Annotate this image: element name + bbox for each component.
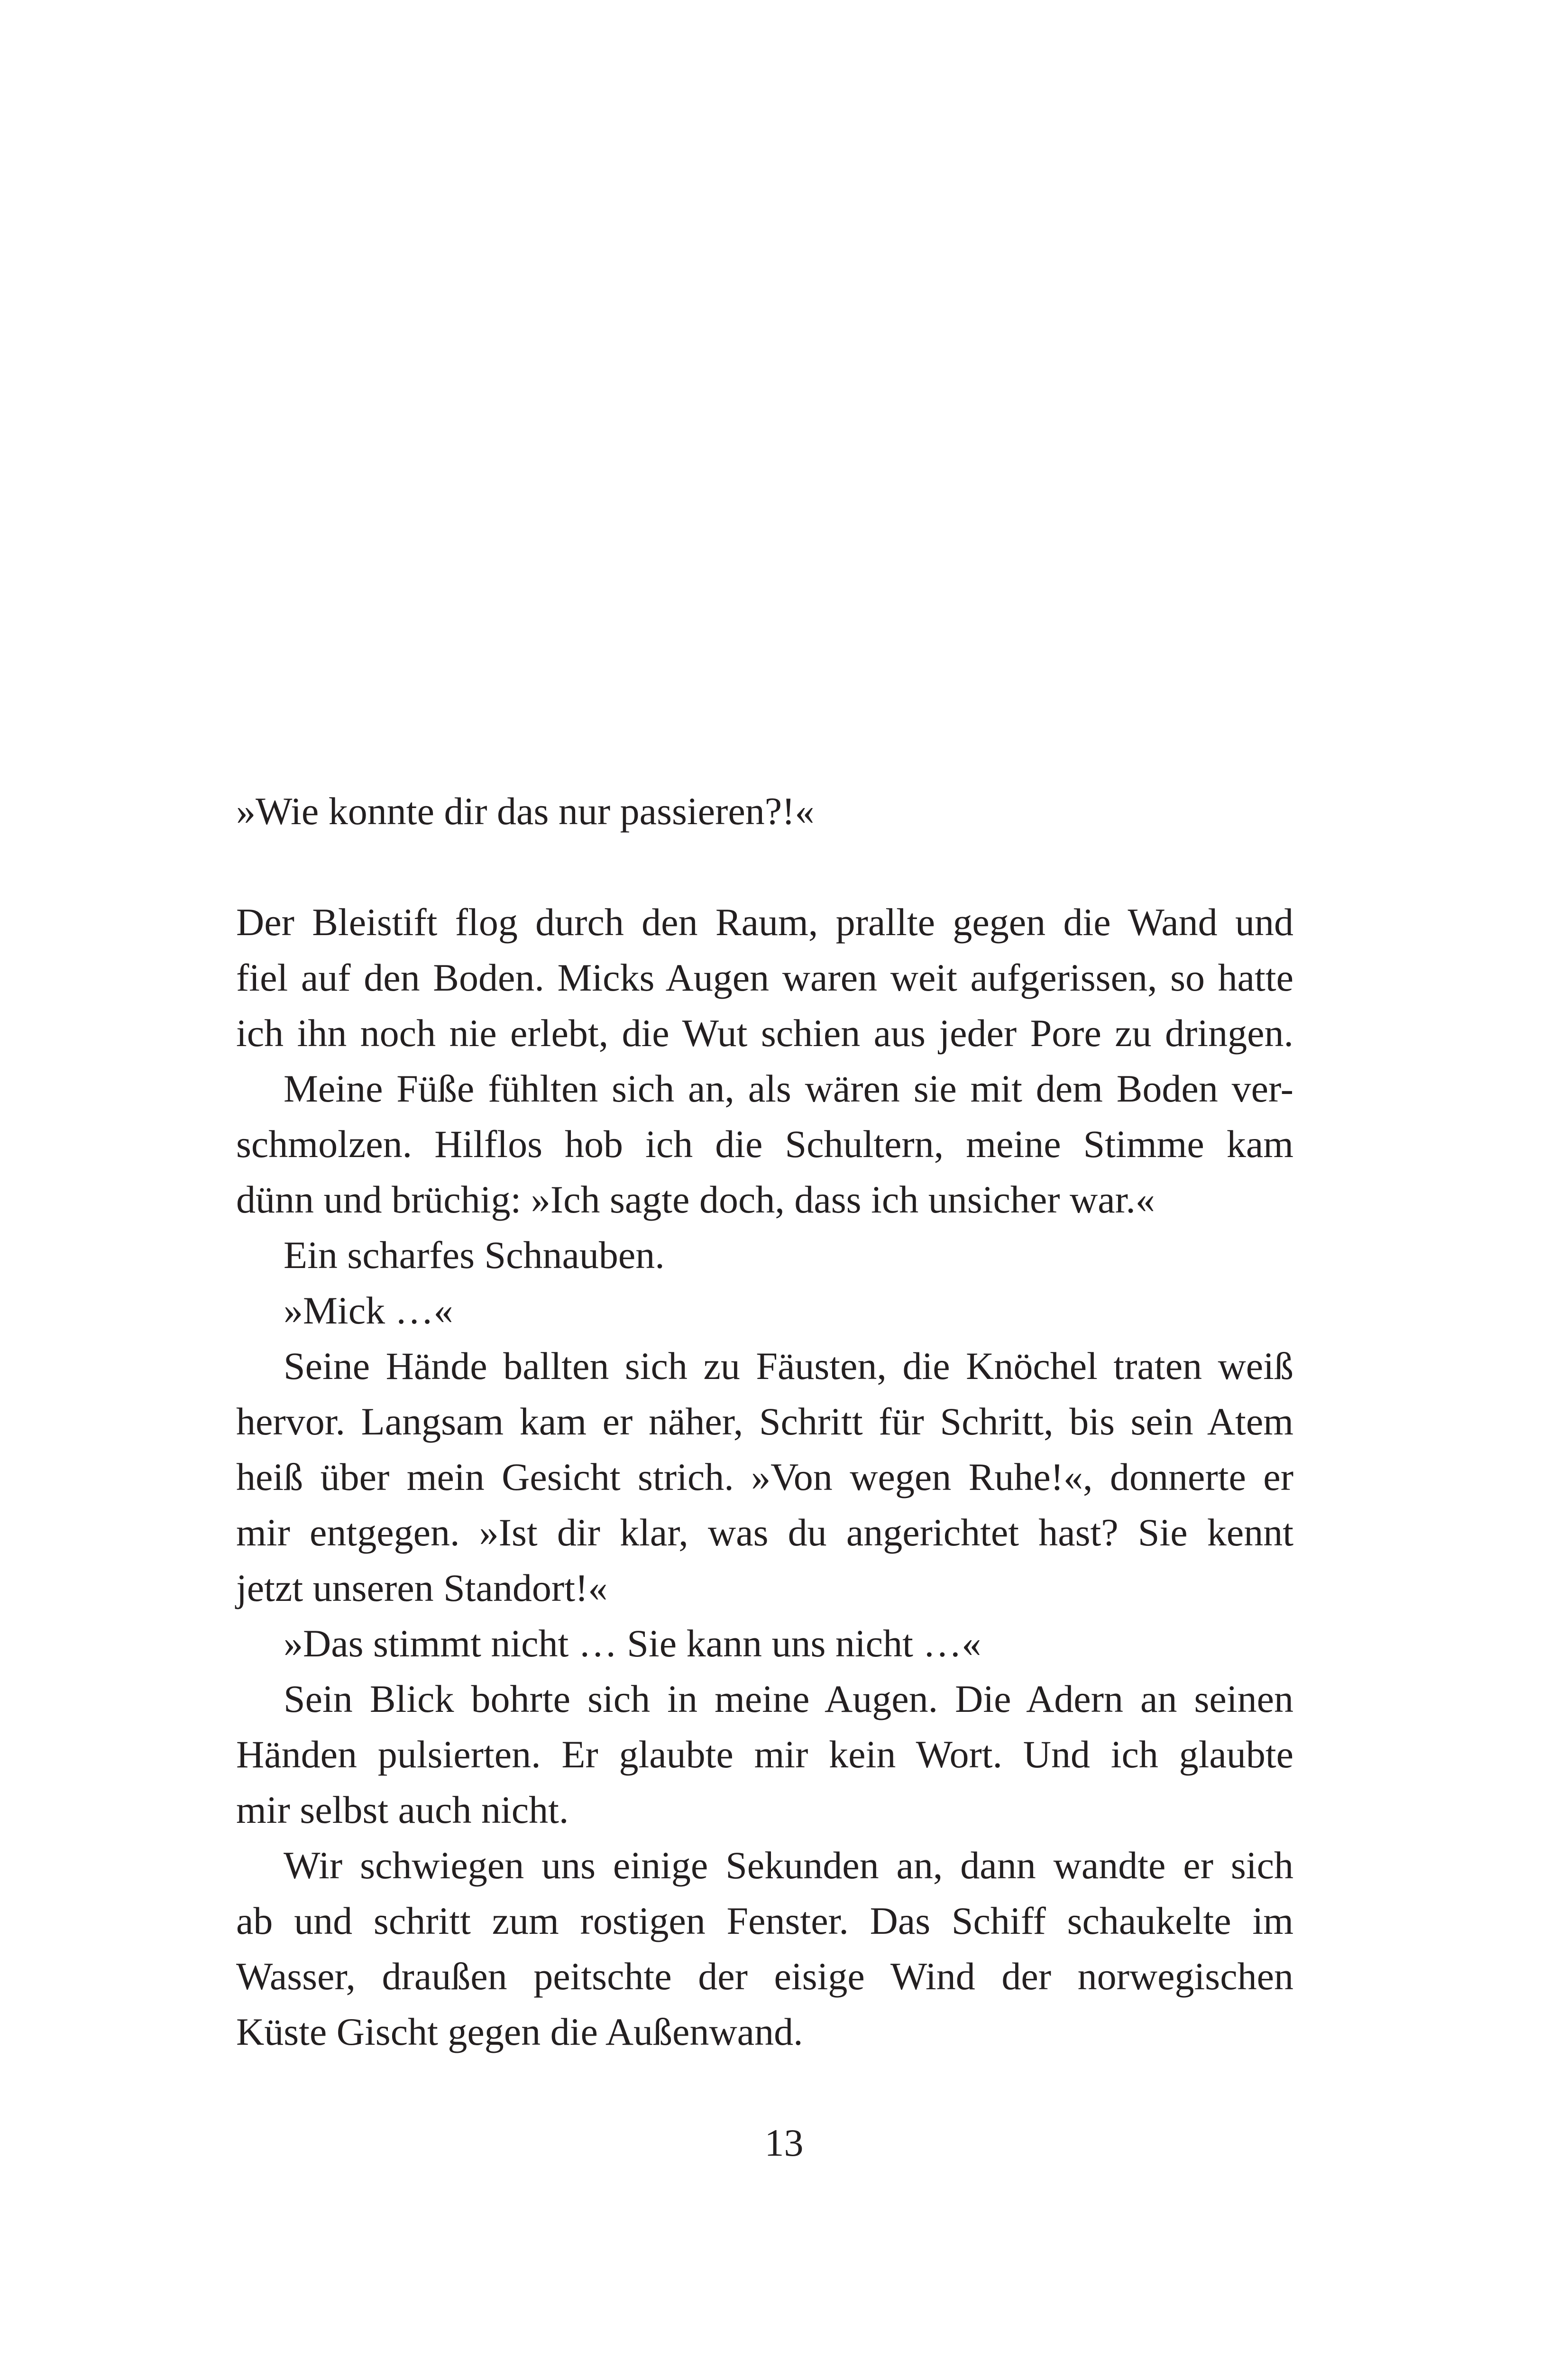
text-line: hervor. Langsam kam er näher, Schritt für Schritt, bis sein Atem bbox=[236, 1400, 1293, 1443]
text-line: »Mick …« bbox=[284, 1289, 453, 1332]
text-line: fiel auf den Boden. Micks Augen waren weit aufgerissen, so hatte bbox=[236, 956, 1293, 999]
blank-line bbox=[236, 839, 1293, 894]
text-line: Wasser, draußen peitschte der eisige Wind der norwegischen bbox=[236, 1955, 1293, 1998]
text-line: Händen pulsierten. Er glaubte mir kein Wort. Und ich glaubte bbox=[236, 1733, 1293, 1776]
paragraph-lines bbox=[236, 894, 1293, 2059]
text-line: heiß über mein Gesicht strich. »Von wegen Ruhe!«, donnerte er bbox=[236, 1455, 1293, 1498]
text-line: Ein scharfes Schnauben. bbox=[284, 1233, 665, 1277]
text-line: schmolzen. Hilflos hob ich die Schultern, meine Stimme kam bbox=[236, 1122, 1293, 1166]
text-line: mir selbst auch nicht. bbox=[236, 1788, 569, 1831]
text-line: dünn und brüchig: »Ich sagte doch, dass ich unsicher war.« bbox=[236, 1178, 1155, 1221]
text-line: Küste Gischt gegen die Außenwand. bbox=[236, 2010, 803, 2053]
text-line: Sein Blick bohrte sich in meine Augen. Die Adern an seinen bbox=[284, 1677, 1293, 1720]
text-line: Seine Hände ballten sich zu Fäusten, die Knöchel traten weiß bbox=[284, 1344, 1293, 1388]
page-number: 13 bbox=[764, 2121, 804, 2164]
text-line: mir entgegen. »Ist dir klar, was du angerichtet hast? Sie kennt bbox=[236, 1511, 1293, 1554]
text-line: ich ihn noch nie erlebt, die Wut schien aus jeder Pore zu dringen. bbox=[236, 1011, 1293, 1055]
text-line: Meine Füße fühlten sich an, als wären sie mit dem Boden ver- bbox=[284, 1067, 1293, 1110]
text-line: jetzt unseren Standort!« bbox=[236, 1566, 608, 1609]
opening-line: »Wie konnte dir das nur passieren?!« bbox=[236, 790, 815, 833]
body-text bbox=[236, 783, 1293, 2059]
text-line: Wir schwiegen uns einige Sekunden an, dann wandte er sich bbox=[284, 1844, 1293, 1887]
text-line: Der Bleistift flog durch den Raum, prallte gegen die Wand und bbox=[236, 901, 1293, 944]
text-line: »Das stimmt nicht … Sie kann uns nicht …« bbox=[284, 1622, 981, 1665]
text-line: ab und schritt zum rostigen Fenster. Das Schiff schaukelte im bbox=[236, 1899, 1293, 1942]
